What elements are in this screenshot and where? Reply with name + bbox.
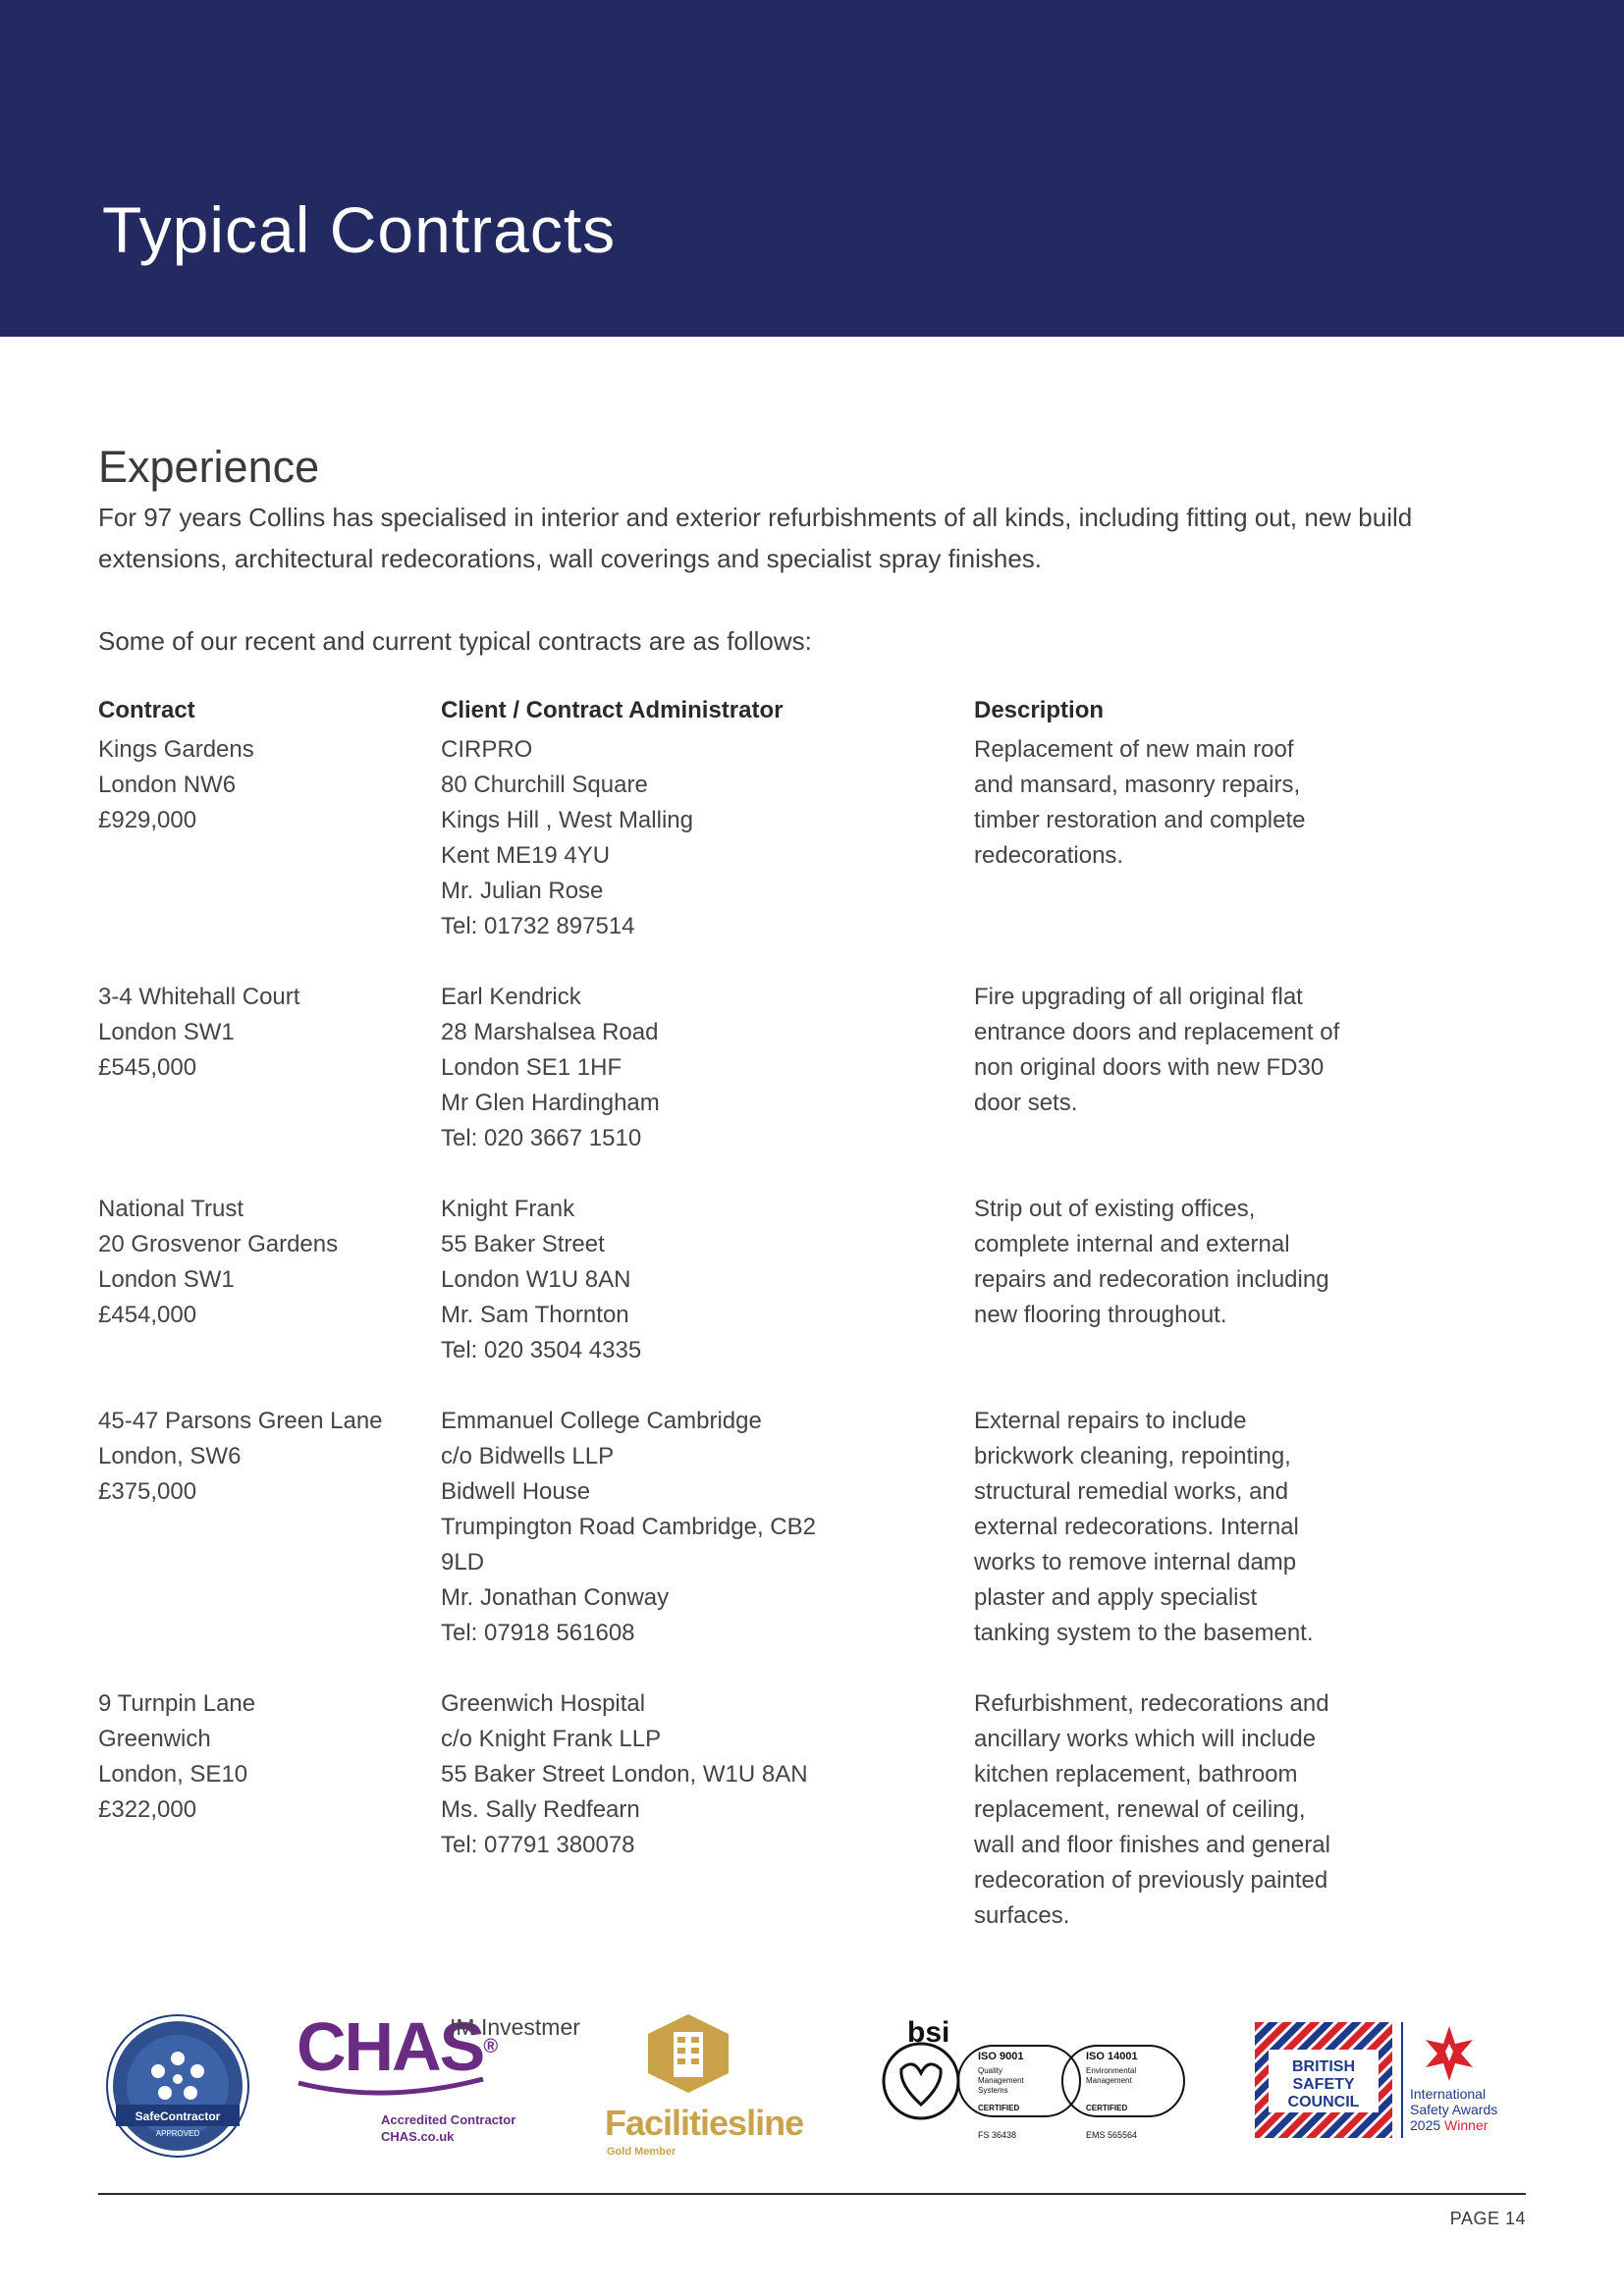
client-cell-line: Kent ME19 4YU bbox=[441, 842, 611, 869]
client-cell bbox=[441, 1192, 893, 1368]
description-cell-line: tanking system to the basement. bbox=[974, 1620, 1314, 1646]
svg-text:International: International bbox=[1410, 2086, 1487, 2102]
intro-paragraph: For 97 years Collins has specialised in interior and exterior refurbishments of all kinds, including fitting out, new build extensions, architectural redecorations, wall coverings and specialist spray finishes. bbox=[98, 503, 1413, 573]
client-cell-line: Mr. Sam Thornton bbox=[441, 1302, 629, 1328]
description-cell-line: brickwork cleaning, repointing, bbox=[974, 1443, 1291, 1469]
chas-swoosh bbox=[297, 2073, 493, 2103]
client-cell-line: Greenwich Hospital bbox=[441, 1690, 646, 1717]
svg-text:Management: Management bbox=[978, 2076, 1024, 2085]
safecontractor-badge: APPROVED bbox=[155, 2129, 200, 2138]
description-cell-line: external redecorations. Internal bbox=[974, 1514, 1299, 1540]
contract-cell-line: £454,000 bbox=[98, 1302, 197, 1328]
client-cell-line: c/o Bidwells LLP bbox=[441, 1443, 615, 1469]
description-cell bbox=[974, 1686, 1406, 1934]
description-cell-line: timber restoration and complete bbox=[974, 807, 1306, 833]
description-cell-line: works to remove internal damp bbox=[974, 1549, 1297, 1575]
contract-cell-line: 3-4 Whitehall Court bbox=[98, 984, 300, 1010]
description-cell bbox=[974, 732, 1406, 874]
chas-registered-mark: ® bbox=[483, 2036, 497, 2057]
svg-text:BRITISH: BRITISH bbox=[1292, 2058, 1355, 2075]
contract-cell-line: London, SE10 bbox=[98, 1761, 248, 1788]
description-cell-line: non original doors with new FD30 bbox=[974, 1054, 1325, 1081]
contract-cell-line: £545,000 bbox=[98, 1054, 197, 1081]
safecontractor-logo bbox=[106, 2014, 249, 2158]
description-cell-line: Refurbishment, redecorations and bbox=[974, 1690, 1329, 1717]
client-cell-line: Tel: 07918 561608 bbox=[441, 1620, 635, 1646]
iso14001-code: EMS 565564 bbox=[1086, 2130, 1138, 2140]
client-cell-line: Knight Frank bbox=[441, 1196, 575, 1222]
column-header-description: Description bbox=[974, 697, 1105, 723]
bsi-logo bbox=[874, 2018, 1198, 2165]
client-cell-line: Mr Glen Hardingham bbox=[441, 1090, 660, 1116]
iso14001-title: ISO 14001 bbox=[1086, 2051, 1138, 2062]
chas-url: CHAS.co.uk bbox=[381, 2129, 455, 2144]
contract-cell bbox=[98, 1404, 422, 1510]
iso9001-title: ISO 9001 bbox=[978, 2051, 1024, 2062]
chas-name: CHAS bbox=[297, 2008, 484, 2085]
facilitiesline-sub: Gold Member bbox=[607, 2146, 677, 2158]
description-cell bbox=[974, 1192, 1406, 1333]
footer-rule bbox=[98, 2193, 1526, 2195]
client-cell-line: CIRPRO bbox=[441, 736, 533, 763]
contract-cell-line: 20 Grosvenor Gardens bbox=[98, 1231, 339, 1257]
svg-text:Quality: Quality bbox=[978, 2066, 1002, 2075]
investment-logo-text: IM Investmer bbox=[450, 2014, 580, 2040]
svg-text:Environmental: Environmental bbox=[1086, 2066, 1137, 2075]
client-cell-line: London SE1 1HF bbox=[441, 1054, 623, 1081]
lead-paragraph: Some of our recent and current typical contracts are as follows: bbox=[98, 626, 812, 656]
svg-text:CERTIFIED: CERTIFIED bbox=[1086, 2104, 1128, 2112]
description-cell-line: replacement, renewal of ceiling, bbox=[974, 1796, 1306, 1823]
description-cell-line: ancillary works which will include bbox=[974, 1726, 1317, 1752]
description-cell-line: complete internal and external bbox=[974, 1231, 1290, 1257]
section-title: Experience bbox=[98, 442, 320, 492]
client-cell-line: Emmanuel College Cambridge bbox=[441, 1408, 762, 1434]
description-cell-line: wall and floor finishes and general bbox=[974, 1832, 1330, 1858]
iso9001-code: FS 36438 bbox=[978, 2130, 1017, 2140]
description-cell-line: repairs and redecoration including bbox=[974, 1266, 1329, 1293]
description-cell-line: and mansard, masonry repairs, bbox=[974, 772, 1301, 798]
svg-text:COUNCIL: COUNCIL bbox=[1287, 2094, 1360, 2110]
description-cell-line: entrance doors and replacement of bbox=[974, 1019, 1340, 1045]
column-header-contract: Contract bbox=[98, 697, 195, 723]
client-cell-line: Tel: 01732 897514 bbox=[441, 913, 635, 939]
client-cell bbox=[441, 1404, 893, 1651]
client-cell bbox=[441, 1686, 893, 1863]
svg-text:Systems: Systems bbox=[978, 2086, 1008, 2095]
client-cell-line: Mr. Julian Rose bbox=[441, 878, 604, 904]
contract-cell bbox=[98, 732, 422, 838]
svg-text:CERTIFIED: CERTIFIED bbox=[978, 2104, 1020, 2112]
client-cell-line: 28 Marshalsea Road bbox=[441, 1019, 659, 1045]
contract-cell-line: London SW1 bbox=[98, 1266, 235, 1293]
contract-cell bbox=[98, 980, 422, 1086]
description-cell bbox=[974, 980, 1406, 1121]
page-title: Typical Contracts bbox=[102, 193, 617, 266]
client-cell-line: c/o Knight Frank LLP bbox=[441, 1726, 662, 1752]
column-header-client: Client / Contract Administrator bbox=[441, 697, 784, 723]
contract-cell-line: 9 Turnpin Lane bbox=[98, 1690, 256, 1717]
contract-cell-line: National Trust bbox=[98, 1196, 244, 1222]
client-cell-line: 55 Baker Street London, W1U 8AN bbox=[441, 1761, 808, 1788]
description-cell-line: Strip out of existing offices, bbox=[974, 1196, 1256, 1222]
facilitiesline-name: Facilitiesline bbox=[605, 2103, 804, 2143]
contract-cell bbox=[98, 1192, 422, 1333]
description-cell-line: surfaces. bbox=[974, 1902, 1070, 1929]
contract-cell-line: London NW6 bbox=[98, 772, 237, 798]
client-cell-line: Ms. Sally Redfearn bbox=[441, 1796, 640, 1823]
client-cell bbox=[441, 980, 893, 1156]
client-cell-line: 80 Churchill Square bbox=[441, 772, 648, 798]
description-cell-line: Fire upgrading of all original flat bbox=[974, 984, 1303, 1010]
contract-cell-line: London, SW6 bbox=[98, 1443, 242, 1469]
description-cell-line: structural remedial works, and bbox=[974, 1478, 1289, 1505]
svg-text:Management: Management bbox=[1086, 2076, 1132, 2085]
description-cell bbox=[974, 1404, 1406, 1651]
client-cell-line: Mr. Jonathan Conway bbox=[441, 1584, 670, 1611]
client-cell-line: 9LD bbox=[441, 1549, 485, 1575]
british-safety-council-logo bbox=[1255, 2022, 1549, 2140]
contract-cell-line: £322,000 bbox=[98, 1796, 197, 1823]
safecontractor-name: SafeContractor bbox=[135, 2109, 221, 2123]
contract-cell-line: Greenwich bbox=[98, 1726, 211, 1752]
client-cell-line: Kings Hill , West Malling bbox=[441, 807, 693, 833]
bsi-brand: bsi bbox=[907, 2018, 950, 2049]
client-cell bbox=[441, 732, 893, 944]
contract-cell-line: 45-47 Parsons Green Lane bbox=[98, 1408, 383, 1434]
contract-cell bbox=[98, 1686, 422, 1828]
description-cell-line: door sets. bbox=[974, 1090, 1078, 1116]
description-cell-line: External repairs to include bbox=[974, 1408, 1247, 1434]
client-cell-line: Trumpington Road Cambridge, CB2 bbox=[441, 1514, 816, 1540]
header-band bbox=[0, 0, 1624, 337]
facilitiesline-building-icon bbox=[644, 2012, 732, 2095]
chas-accredited: Accredited Contractor bbox=[381, 2112, 516, 2127]
client-cell-line: London W1U 8AN bbox=[441, 1266, 631, 1293]
description-cell-line: redecorations. bbox=[974, 842, 1124, 869]
description-cell-line: Replacement of new main roof bbox=[974, 736, 1294, 763]
page-number: PAGE 14 bbox=[1449, 2209, 1526, 2228]
contract-cell-line: £375,000 bbox=[98, 1478, 197, 1505]
client-cell-line: 55 Baker Street bbox=[441, 1231, 605, 1257]
facilitiesline-logo bbox=[605, 2012, 821, 2179]
client-cell-line: Tel: 07791 380078 bbox=[441, 1832, 635, 1858]
client-cell-line: Tel: 020 3504 4335 bbox=[441, 1337, 642, 1363]
description-cell-line: kitchen replacement, bathroom bbox=[974, 1761, 1298, 1788]
svg-text:SAFETY: SAFETY bbox=[1292, 2076, 1355, 2093]
description-cell-line: plaster and apply specialist bbox=[974, 1584, 1258, 1611]
description-cell-line: redecoration of previously painted bbox=[974, 1867, 1328, 1894]
contract-cell-line: London SW1 bbox=[98, 1019, 235, 1045]
description-cell-line: new flooring throughout. bbox=[974, 1302, 1227, 1328]
svg-text:Safety Awards: Safety Awards bbox=[1410, 2102, 1498, 2117]
client-cell-line: Bidwell House bbox=[441, 1478, 591, 1505]
client-cell-line: Earl Kendrick bbox=[441, 984, 581, 1010]
contract-cell-line: £929,000 bbox=[98, 807, 197, 833]
accreditation-logos bbox=[0, 1993, 1624, 2189]
svg-text:2025 Winner: 2025 Winner bbox=[1410, 2117, 1489, 2133]
contract-cell-line: Kings Gardens bbox=[98, 736, 254, 763]
client-cell-line: Tel: 020 3667 1510 bbox=[441, 1125, 642, 1151]
